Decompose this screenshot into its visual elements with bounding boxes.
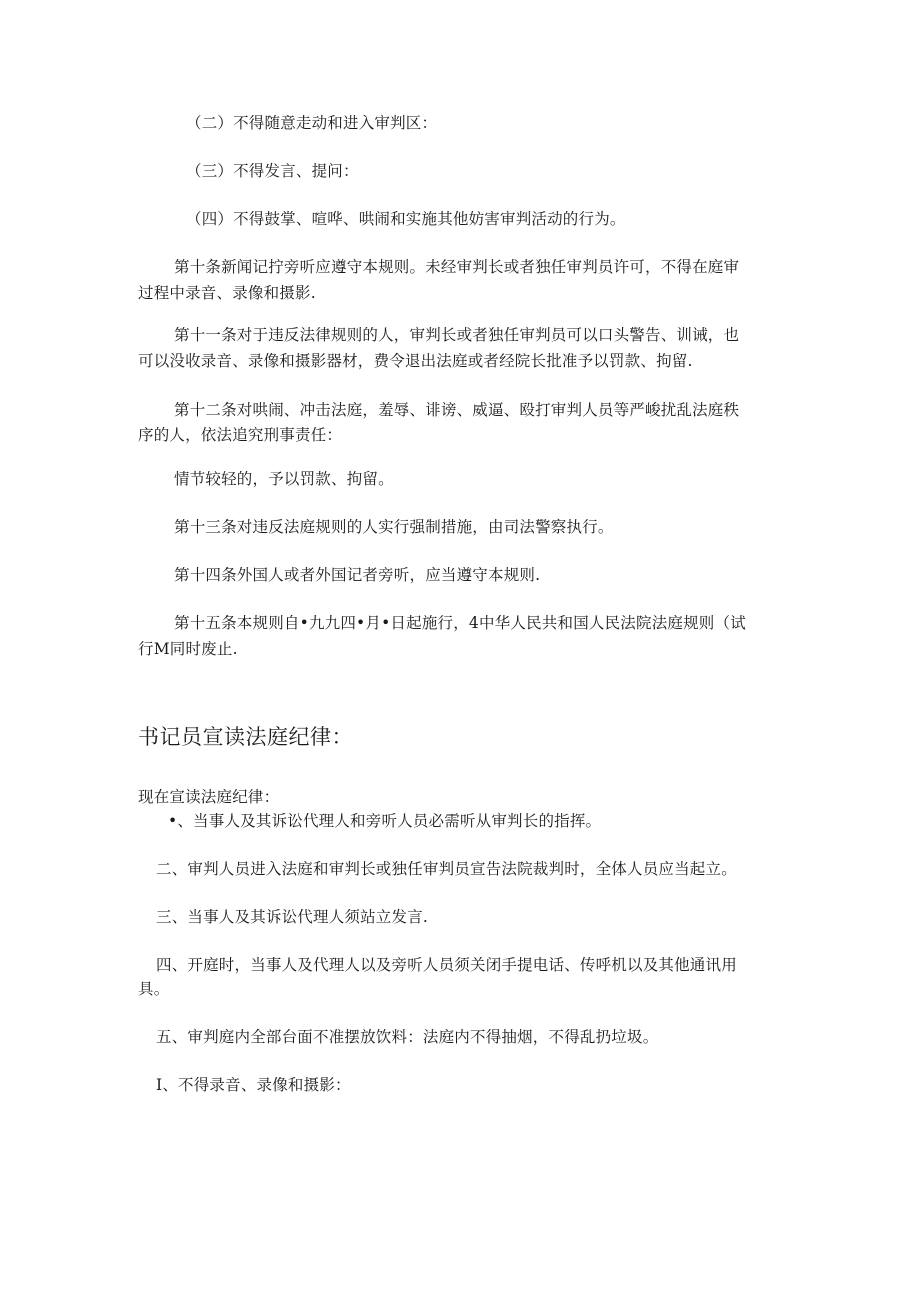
article-12-line-2: 序的人，依法追究刑事责任：: [138, 426, 343, 444]
article-11-line-1: 第十一条对于违反法律规则的人，审判长或者独任审判员可以口头警告、训诫，也: [174, 326, 740, 344]
article-10-line-1: 第十条新闻记拧旁听应遵守本规则。未经审判长或者独任审判员许可，不得在庭审: [174, 258, 740, 276]
article-15-line-2: 行M同时废止.: [138, 640, 238, 658]
discipline-item-4-line-2: 具。: [138, 980, 170, 998]
article-13: 第十三条对违反法庭规则的人实行强制措施，由司法警察执行。: [174, 518, 614, 536]
article-15-line-1: 第十五条本规则自•九九四•月•日起施行，4中华人民共和国人民法院法庭规则（试: [174, 614, 746, 632]
rule-item-4: （四）不得鼓掌、喧哗、哄闹和实施其他妨害审判活动的行为。: [186, 210, 626, 228]
article-12-subclause: 情节较轻的，予以罚款、拘留。: [174, 470, 394, 488]
discipline-item-1: •、当事人及其诉讼代理人和旁听人员必需听从审判长的指挥。: [168, 812, 602, 830]
section-heading: 书记员宣读法庭纪律：: [138, 725, 353, 749]
article-14: 第十四条外国人或者外国记者旁听，应当遵守本规则.: [174, 566, 541, 584]
article-12-line-1: 第十二条对哄闹、冲击法庭，羞辱、诽谤、威逼、殴打审判人员等严峻扰乱法庭秩: [174, 401, 740, 419]
rule-item-2: （二）不得随意走动和进入审判区：: [186, 114, 438, 132]
discipline-item-3: 三、当事人及其诉讼代理人须站立发言.: [156, 908, 429, 926]
article-10-line-2: 过程中录音、录像和摄影.: [138, 284, 316, 302]
discipline-item-5: 五、审判庭内全部台面不准摆放饮料：法庭内不得抽烟，不得乱扔垃圾。: [156, 1028, 659, 1046]
discipline-intro: 现在宣读法庭纪律：: [138, 788, 280, 806]
discipline-item-2: 二、审判人员进入法庭和审判长或独任审判员宣告法院裁判时，全体人员应当起立。: [156, 860, 737, 878]
article-11-line-2: 可以没收录音、录像和摄影器材，费令退出法庭或者经院长批准予以罚款、拘留.: [138, 352, 693, 370]
rule-item-3: （三）不得发言、提问：: [186, 162, 359, 180]
discipline-item-6: I、不得录音、录像和摄影：: [156, 1076, 351, 1094]
discipline-item-4-line-1: 四、开庭时，当事人及代理人以及旁听人员须关闭手提电话、传呼机以及其他通讯用: [156, 956, 737, 974]
